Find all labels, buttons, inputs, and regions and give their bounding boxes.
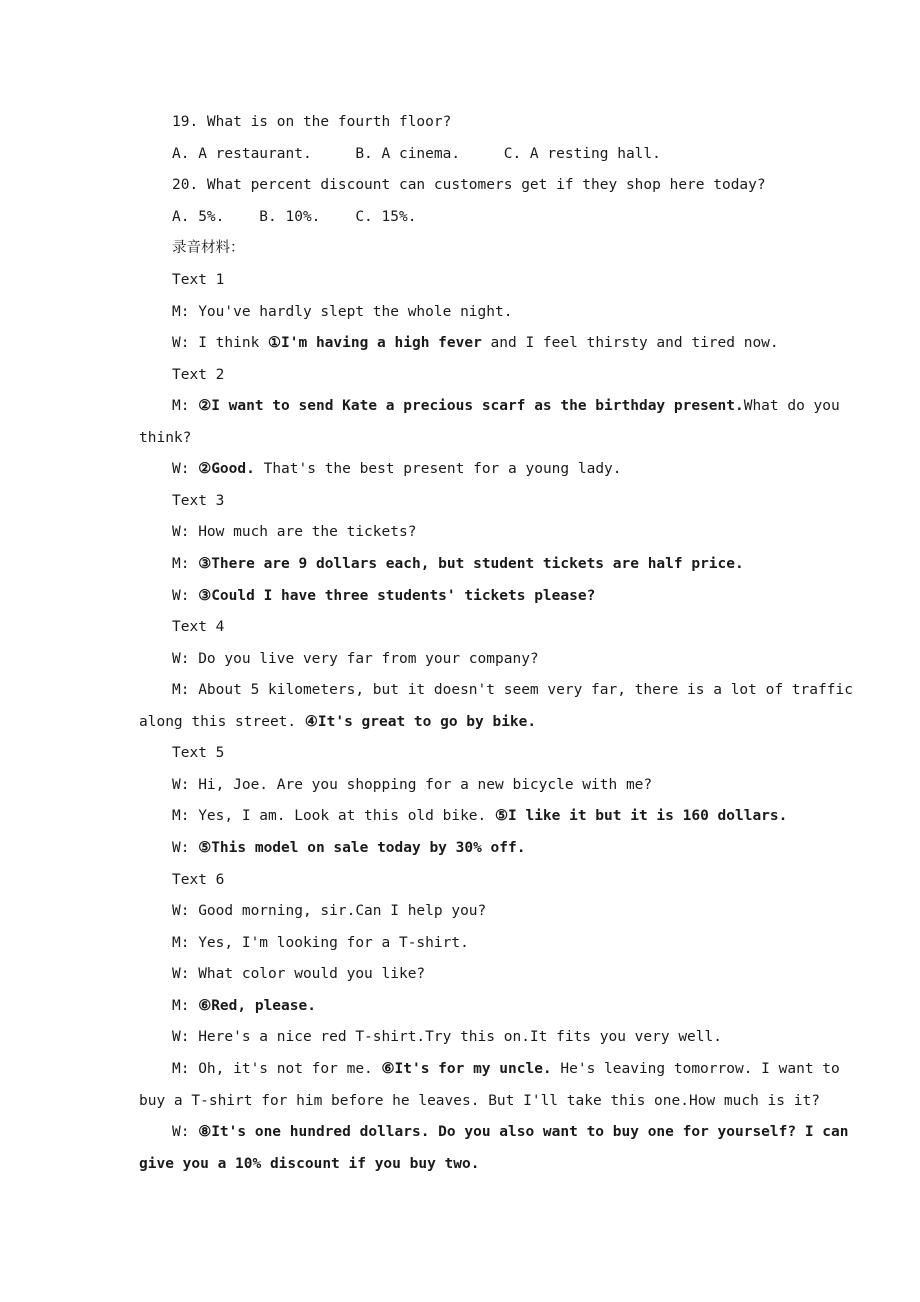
text-5-line-3 (172, 838, 525, 858)
key-phrase: ④It's great to go by bike. (304, 714, 537, 730)
text-5-title: Text 5 (172, 745, 225, 761)
text-4-line-2: M: About 5 kilometers, but it doesn't seem very far, there is a lot of traffic (172, 682, 853, 698)
text-2-line-1-cont: think? (139, 430, 192, 446)
key-phrase: ⑥It's for my uncle. (381, 1061, 552, 1077)
text-1-line-2 (172, 333, 779, 353)
text-3-title: Text 3 (172, 493, 225, 509)
line-text: M: (172, 398, 199, 414)
text-6-line-5: W: Here's a nice red T-shirt.Try this on.It fits you very well. (172, 1029, 722, 1045)
text-6-line-6 (172, 1059, 840, 1079)
key-phrase: ②I want to send Kate a precious scarf as the birthday present. (198, 398, 744, 414)
text-6-line-2: M: Yes, I'm looking for a T-shirt. (172, 935, 469, 951)
line-text: along this street. (139, 714, 305, 730)
text-1-title: Text 1 (172, 272, 225, 288)
text-6-line-7-cont: give you a 10% discount if you buy two. (139, 1156, 480, 1172)
text-4-line-2-cont (139, 712, 536, 732)
key-phrase: ①I'm having a high fever (268, 335, 482, 351)
text-6-line-1: W: Good morning, sir.Can I help you? (172, 903, 487, 919)
text-3-line-2 (172, 554, 744, 574)
key-phrase: ⑤This model on sale today by 30% off. (198, 840, 526, 856)
transcript-heading: 录音材料： (172, 240, 245, 256)
text-6-title: Text 6 (172, 872, 225, 888)
text-6-line-4 (172, 996, 316, 1016)
key-phrase: ②Good. (198, 461, 255, 477)
key-phrase: ⑧It's one hundred dollars. Do you also want to buy one for yourself? I can (198, 1124, 849, 1140)
key-phrase: ⑤I like it but it is 160 dollars. (495, 808, 788, 824)
line-text: He's leaving tomorrow. I want to (551, 1061, 840, 1077)
line-text: M: (172, 998, 199, 1014)
line-text: W: (172, 461, 199, 477)
text-3-line-1: W: How much are the tickets? (172, 524, 417, 540)
text-2-line-1 (172, 396, 840, 416)
line-text: What do you (743, 398, 840, 414)
key-phrase: ⑥Red, please. (198, 998, 316, 1014)
question-19: 19. What is on the fourth floor? (172, 114, 452, 130)
line-text: That's the best present for a young lady. (254, 461, 622, 477)
text-6-line-6-cont: buy a T-shirt for him before he leaves. But I'll take this one.How much is it? (139, 1093, 820, 1109)
text-1-line-1: M: You've hardly slept the whole night. (172, 304, 513, 320)
text-3-line-3 (172, 586, 595, 606)
line-text: M: Yes, I am. Look at this old bike. (172, 808, 496, 824)
line-text: W: (172, 840, 199, 856)
text-2-title: Text 2 (172, 367, 225, 383)
line-text: W: (172, 1124, 199, 1140)
line-text: and I feel thirsty and tired now. (481, 335, 779, 351)
question-20-options: A. 5%. B. 10%. C. 15%. (172, 209, 417, 225)
line-text: M: (172, 556, 199, 572)
text-5-line-1: W: Hi, Joe. Are you shopping for a new bicycle with me? (172, 777, 653, 793)
text-5-line-2 (172, 806, 787, 826)
text-4-line-1: W: Do you live very far from your company? (172, 651, 539, 667)
key-phrase: ③There are 9 dollars each, but student tickets are half price. (198, 556, 744, 572)
text-4-title: Text 4 (172, 619, 225, 635)
question-20: 20. What percent discount can customers get if they shop here today? (172, 177, 766, 193)
line-text: W: I think (172, 335, 269, 351)
text-2-line-2 (172, 459, 622, 479)
line-text: W: (172, 588, 199, 604)
text-6-line-7 (172, 1122, 848, 1142)
line-text: M: Oh, it's not for me. (172, 1061, 382, 1077)
text-6-line-3: W: What color would you like? (172, 966, 426, 982)
key-phrase: ③Could I have three students' tickets please? (198, 588, 596, 604)
question-19-options: A. A restaurant. B. A cinema. C. A resting hall. (172, 146, 661, 162)
